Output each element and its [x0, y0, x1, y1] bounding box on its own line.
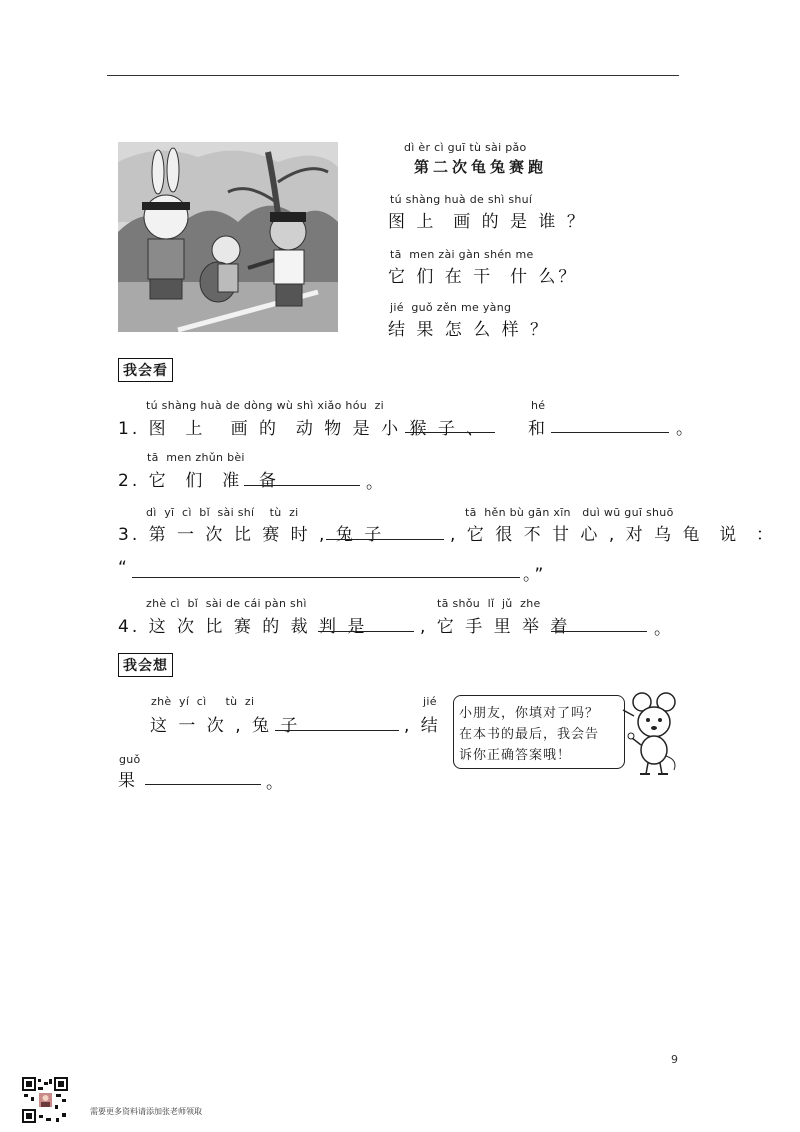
item3-text-b: , 它 很 不 甘 心 , 对 乌 龟 说 ：: [450, 525, 777, 545]
item1-text: 1. 图 上 画 的 动 物 是 小 猴 子 、: [118, 419, 487, 439]
item2-pinyin: tā men zhǔn bèi: [147, 451, 245, 464]
item1-blank-1[interactable]: [405, 431, 495, 433]
page-number: 9: [671, 1053, 678, 1066]
item3-pinyin-a: dì yī cì bǐ sài shí tù zi: [146, 506, 299, 519]
item1-and: 和: [528, 419, 548, 439]
item4-blank-1[interactable]: [318, 630, 414, 632]
item1-pinyin: tú shàng huà de dòng wù shì xiǎo hóu zi: [146, 399, 385, 412]
item4-end: 。: [654, 619, 674, 639]
item3-quote-close: 。”: [523, 565, 547, 585]
story-illustration: [118, 142, 338, 332]
item4-text-a: 4. 这 次 比 赛 的 裁 判 是: [118, 617, 368, 637]
qr-code-icon: [22, 1077, 68, 1123]
section-label-think: 我会想: [118, 653, 173, 677]
speech-bubble: [453, 695, 625, 769]
item3-pinyin-b: tā hěn bù gān xīn duì wū guī shuō: [465, 506, 674, 519]
footer-text: 需要更多资料请添加张老师领取: [90, 1107, 202, 1116]
think-text-c: 果: [118, 771, 138, 791]
item3-quote-open: “: [118, 558, 130, 578]
think-text-b: , 结: [404, 716, 441, 736]
think-pinyin-a: zhè yí cì tù zi: [151, 695, 255, 708]
mouse-mascot-icon: [620, 690, 682, 778]
q3-pinyin: jié guǒ zěn me yàng: [390, 301, 512, 314]
item4-pinyin-b: tā shǒu lǐ jǔ zhe: [437, 597, 541, 610]
q2-pinyin: tā men zài gàn shén me: [390, 248, 534, 261]
story-question-2: 它 们 在 干 什 么？: [388, 267, 579, 287]
item4-text-b: , 它 手 里 举 着: [420, 617, 571, 637]
item3-blank-2[interactable]: [132, 576, 520, 578]
item1-blank-2[interactable]: [551, 431, 669, 433]
think-text-a: 这 一 次 , 兔 子: [150, 716, 301, 736]
item2-text: 2. 它 们 准 备: [118, 471, 280, 491]
story-question-1: 图 上 画 的 是 谁 ？: [388, 212, 587, 232]
bubble-line-1: 小朋友，你填对了吗？: [459, 706, 600, 721]
think-blank-1[interactable]: [275, 729, 399, 731]
item4-blank-2[interactable]: [551, 630, 647, 632]
think-pinyin-b: jié: [423, 695, 437, 708]
story-title: 第二次龟兔赛跑: [414, 158, 548, 176]
item4-pinyin-a: zhè cì bǐ sài de cái pàn shì: [146, 597, 307, 610]
title-pinyin: dì èr cì guī tù sài pǎo: [404, 141, 527, 154]
bubble-line-3: 诉你正确答案哦！: [459, 748, 572, 763]
item2-blank[interactable]: [244, 484, 360, 486]
item3-text-a: 3. 第 一 次 比 赛 时 , 兔 子: [118, 525, 385, 545]
top-rule: [107, 75, 679, 76]
item3-blank-1[interactable]: [326, 538, 444, 540]
item1-pinyin-he: hé: [531, 399, 546, 412]
think-blank-2[interactable]: [145, 783, 261, 785]
q1-pinyin: tú shàng huà de shì shuí: [390, 193, 533, 206]
think-end: 。: [266, 773, 286, 793]
section-label-look: 我会看: [118, 358, 173, 382]
bubble-line-2: 在本书的最后，我会告: [459, 727, 600, 742]
item2-end: 。: [366, 473, 386, 493]
think-pinyin-c: guǒ: [119, 753, 141, 766]
item1-end: 。: [676, 419, 696, 439]
story-question-3: 结 果 怎 么 样 ？: [388, 320, 551, 340]
